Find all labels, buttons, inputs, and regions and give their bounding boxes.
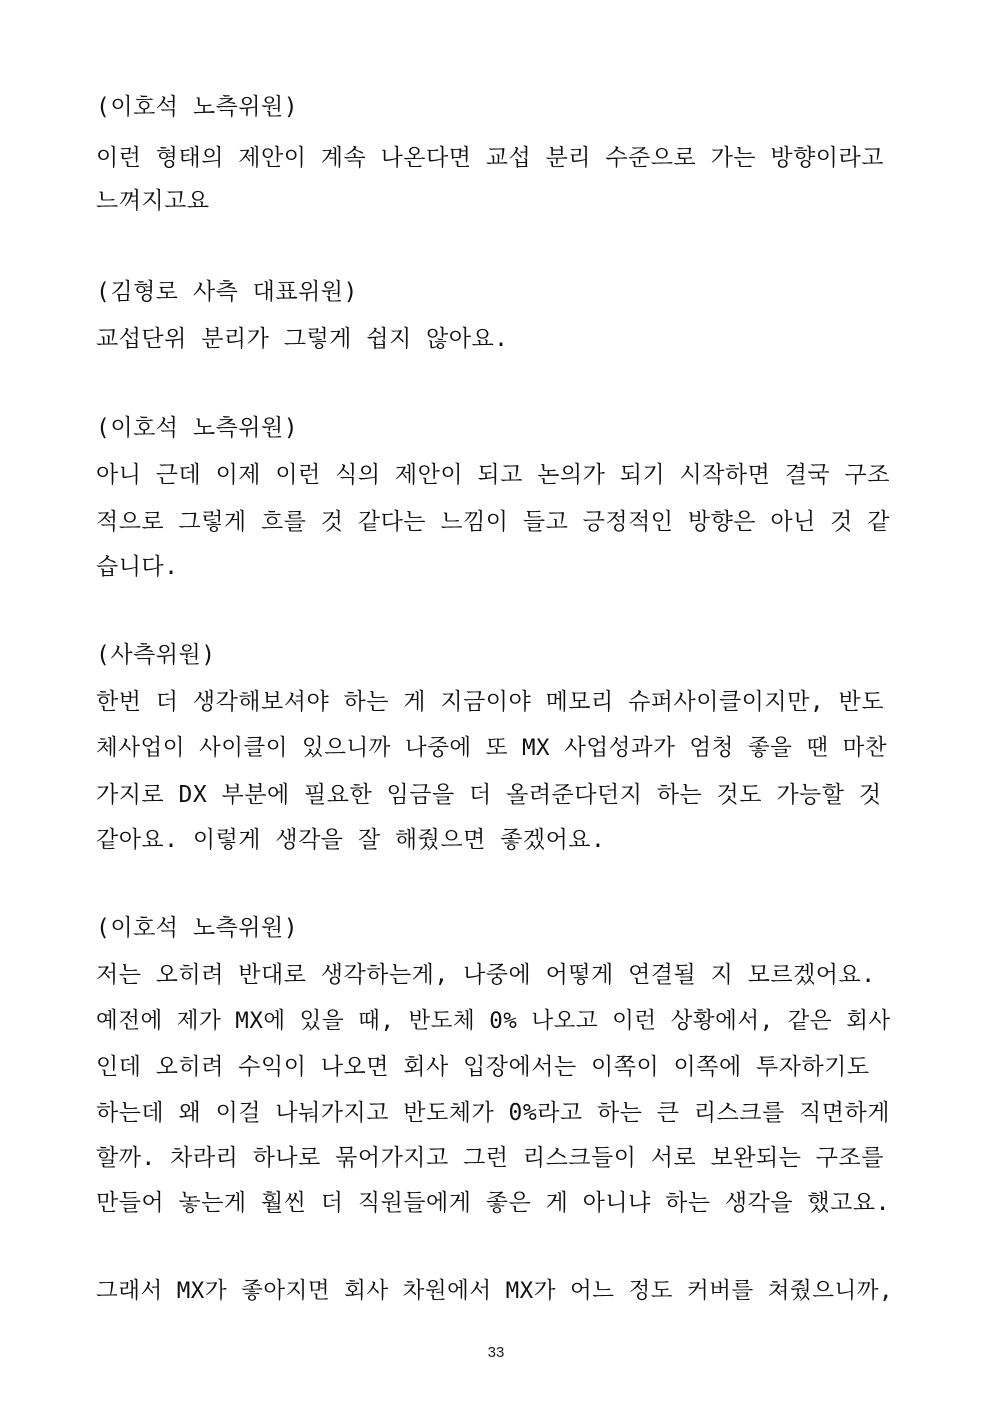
text-line: 만들어 놓는게 훨씬 더 직원들에게 좋은 게 아니냐 하는 생각을 했고요.: [96, 1190, 890, 1216]
text-line: 하는데 왜 이걸 나눠가지고 반도체가 0%라고 하는 큰 리스크를 직면하게: [96, 1100, 890, 1126]
text-line: 적으로 그렇게 흐를 것 같다는 느낌이 들고 긍정적인 방향은 아닌 것 같: [96, 509, 890, 535]
text-line: 아니 근데 이제 이런 식의 제안이 되고 논의가 되기 시작하면 결국 구조: [96, 462, 890, 488]
text-line: 체사업이 사이클이 있으니까 나중에 또 MX 사업성과가 엄청 좋을 땐 마찬: [96, 735, 888, 761]
speaker-label: (이호석 노측위원): [96, 915, 299, 941]
text-line: 저는 오히려 반대로 생각하는게, 나중에 어떻게 연결될 지 모르겠어요.: [96, 962, 876, 988]
text-line: 할까. 차라리 하나로 묶어가지고 그런 리스크들이 서로 보완되는 구조를: [96, 1145, 884, 1171]
speaker-label: (김형로 사측 대표위원): [96, 279, 358, 305]
text-line: 예전에 제가 MX에 있을 때, 반도체 0% 나오고 이런 상황에서, 같은 회사: [96, 1008, 891, 1034]
speaker-label: (이호석 노측위원): [96, 94, 299, 120]
text-line: 이런 형태의 제안이 계속 나온다면 교섭 분리 수준으로 가는 방향이라고: [96, 145, 884, 171]
text-line: 습니다.: [96, 554, 179, 580]
text-line: 교섭단위 분리가 그렇게 쉽지 않아요.: [96, 326, 509, 352]
text-line: 가지로 DX 부분에 필요한 임금을 더 올려준다던지 하는 것도 가능할 것: [96, 782, 882, 808]
text-line: 같아요. 이렇게 생각을 잘 해줬으면 좋겠어요.: [96, 827, 606, 853]
text-line: 느껴지고요: [96, 188, 210, 214]
speaker-label: (사측위원): [96, 642, 216, 668]
text-line: 그래서 MX가 좋아지면 회사 차원에서 MX가 어느 정도 커버를 쳐줬으니까,: [96, 1278, 893, 1304]
text-line: 인데 오히려 수익이 나오면 회사 입장에서는 이쪽이 이쪽에 투자하기도: [96, 1054, 870, 1080]
page-number: 33: [487, 1344, 505, 1361]
speaker-label: (이호석 노측위원): [96, 415, 299, 441]
text-line: 한번 더 생각해보셔야 하는 게 지금이야 메모리 슈퍼사이클이지만, 반도: [96, 689, 884, 715]
